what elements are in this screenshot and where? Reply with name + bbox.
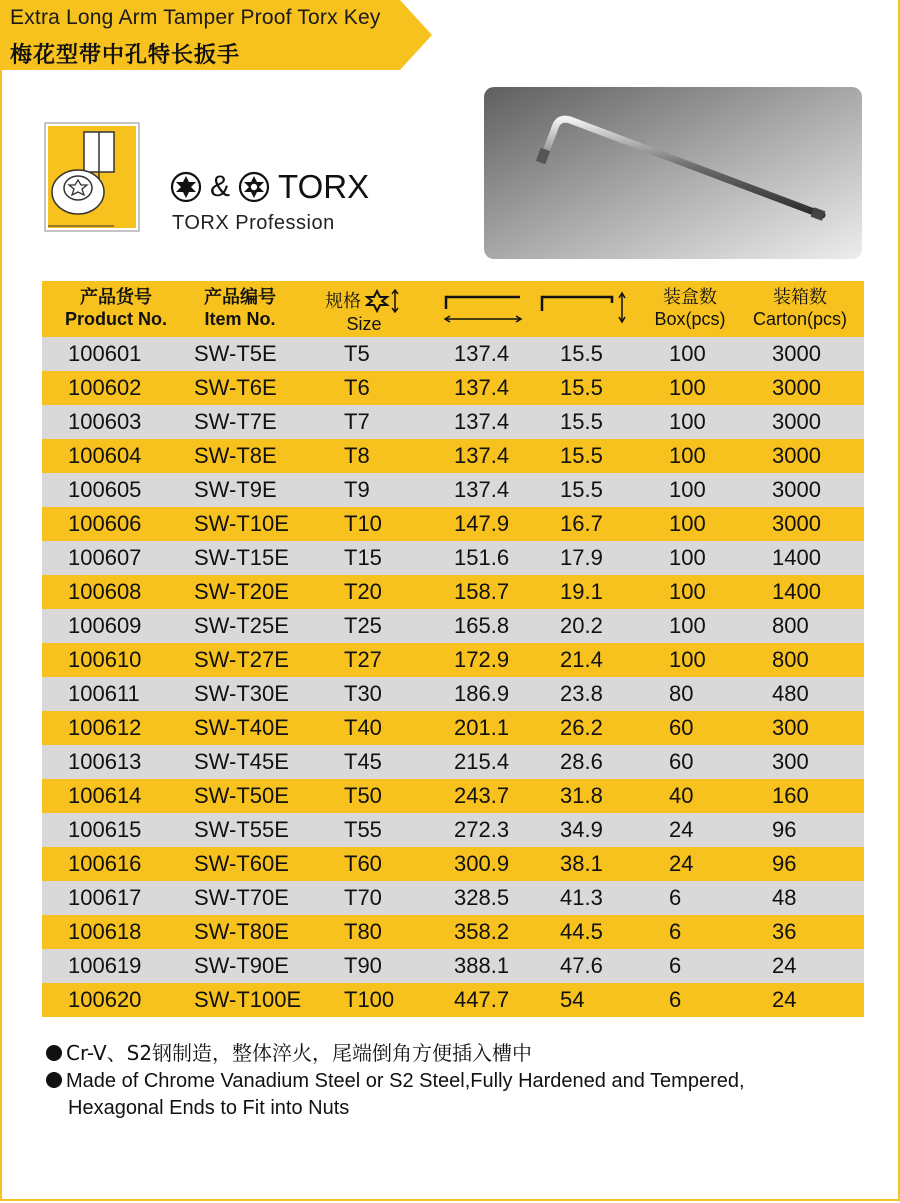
long-arm-length-icon (442, 293, 524, 325)
note-chinese: Cr-V、S2钢制造，整体淬火，尾端倒角方便插入槽中 (46, 1040, 745, 1068)
torx-star-icon (170, 171, 202, 203)
table-row: 100602 SW-T6E T6 137.4 15.5 100 3000 (42, 371, 864, 405)
note-english-cont: Hexagonal Ends to Fit into Nuts (68, 1097, 350, 1119)
header-size: 规格 Size (314, 289, 414, 335)
table-row: 100601 SW-T5E T5 137.4 15.5 100 3000 (42, 337, 864, 371)
title-chinese: 梅花型带中孔特长扳手 (10, 43, 241, 68)
table-row: 100617 SW-T70E T70 328.5 41.3 6 48 (42, 881, 864, 915)
title-english: Extra Long Arm Tamper Proof Torx Key (10, 6, 381, 29)
table-row: 100613 SW-T45E T45 215.4 28.6 60 300 (42, 745, 864, 779)
header-carton-qty: 装箱数 Carton(pcs) (752, 287, 848, 329)
bullet-icon (46, 1072, 62, 1088)
table-row: 100616 SW-T60E T60 300.9 38.1 24 96 (42, 847, 864, 881)
table-row: 100605 SW-T9E T9 137.4 15.5 100 3000 (42, 473, 864, 507)
header-product-no: 产品货号 Product No. (65, 287, 167, 329)
table-row: 100610 SW-T27E T27 172.9 21.4 100 800 (42, 643, 864, 677)
feature-notes (46, 1040, 745, 1122)
header-item-no: 产品编号 Item No. (204, 287, 276, 329)
table-row: 100618 SW-T80E T80 358.2 44.5 6 36 (42, 915, 864, 949)
ampersand: & (210, 170, 231, 203)
torx-word: TORX (278, 168, 370, 205)
product-photo (484, 87, 862, 259)
short-arm-length-icon (538, 291, 630, 325)
table-row: 100606 SW-T10E T10 147.9 16.7 100 3000 (42, 507, 864, 541)
torx-profession-label: TORX Profession (172, 212, 335, 234)
table-row: 100612 SW-T40E T40 201.1 26.2 60 300 (42, 711, 864, 745)
header-box-qty: 装盒数 Box(pcs) (654, 287, 726, 329)
spec-table (42, 281, 864, 1017)
bullet-icon (46, 1045, 62, 1061)
table-header (42, 281, 864, 337)
table-body (42, 337, 864, 1017)
table-row: 100619 SW-T90E T90 388.1 47.6 6 24 (42, 949, 864, 983)
table-row: 100620 SW-T100E T100 447.7 54 6 24 (42, 983, 864, 1017)
table-row: 100603 SW-T7E T7 137.4 15.5 100 3000 (42, 405, 864, 439)
table-row: 100614 SW-T50E T50 243.7 31.8 40 160 (42, 779, 864, 813)
table-row: 100611 SW-T30E T30 186.9 23.8 80 480 (42, 677, 864, 711)
table-row: 100608 SW-T20E T20 158.7 19.1 100 1400 (42, 575, 864, 609)
torx-tamper-star-icon (238, 171, 270, 203)
table-row: 100604 SW-T8E T8 137.4 15.5 100 3000 (42, 439, 864, 473)
torx-size-icon (365, 289, 403, 313)
torx-brand-line (170, 168, 369, 206)
tool-tip-diagram (44, 122, 140, 232)
note-english: Made of Chrome Vanadium Steel or S2 Steel,Fully Hardened and Tempered, (46, 1068, 745, 1095)
table-row: 100607 SW-T15E T15 151.6 17.9 100 1400 (42, 541, 864, 575)
table-row: 100615 SW-T55E T55 272.3 34.9 24 96 (42, 813, 864, 847)
table-row: 100609 SW-T25E T25 165.8 20.2 100 800 (42, 609, 864, 643)
